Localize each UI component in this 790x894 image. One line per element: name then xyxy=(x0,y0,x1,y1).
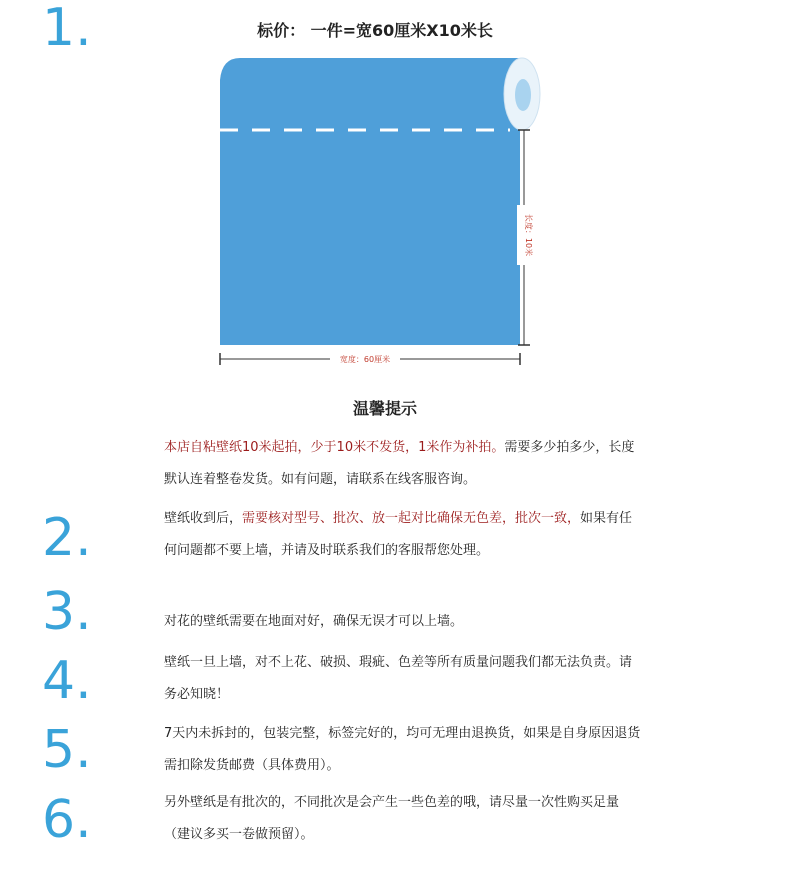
step-number-3: 3. xyxy=(42,582,92,642)
length-label: 长度：10米 xyxy=(524,213,533,257)
step-number-4: 4. xyxy=(42,651,92,711)
tip-paragraph-6: 另外壁纸是有批次的，不同批次是会产生一些色差的哦，请尽量一次性购买足量（建议多买一卷做预留）。 xyxy=(164,795,620,842)
tip-paragraph-4: 壁纸一旦上墙，对不上花、破损、瑕疵、色差等所有质量问题我们都无法负责。请务必知晓！ xyxy=(164,655,633,702)
width-label: 宽度：60厘米 xyxy=(339,355,391,364)
tip-2-text-after: 如果有任何问题都不要上墙，并请及时联系我们的客服帮您处理。 xyxy=(164,511,633,558)
roll-sheet xyxy=(220,58,520,345)
step-number-5: 5. xyxy=(42,720,92,780)
tip-paragraph-3: 对花的壁纸需要在地面对好，确保无误才可以上墙。 xyxy=(164,614,464,629)
step-number-2: 2. xyxy=(42,508,92,568)
price-title: 标价： 一件=宽60厘米X10米长 xyxy=(257,21,493,40)
wallpaper-roll-diagram xyxy=(210,50,550,375)
tip-paragraph-1 xyxy=(164,432,644,496)
tip-title: 温馨提示 xyxy=(352,399,417,418)
step-number-6: 6. xyxy=(42,790,92,850)
tip-1-text: 需要多少拍多少，长度默认连着整卷发货。如有问题，请联系在线客服咨询。 xyxy=(164,440,635,487)
step-number-1: 1. xyxy=(42,0,92,58)
tip-paragraph-2 xyxy=(164,503,644,567)
roll-core xyxy=(515,79,531,111)
tip-paragraph-5: 7天内未拆封的，包装完整，标签完好的，均可无理由退换货，如果是自身原因退货需扣除发货邮费（具体费用）。 xyxy=(164,726,641,773)
tip-1-red-text: 本店自粘壁纸10米起拍，少于10米不发货，1米作为补拍。 xyxy=(164,440,505,455)
tip-2-red-text: 需要核对型号、批次、放一起对比确保无色差，批次一致， xyxy=(242,511,581,526)
tip-2-text-before: 壁纸收到后， xyxy=(164,511,243,526)
